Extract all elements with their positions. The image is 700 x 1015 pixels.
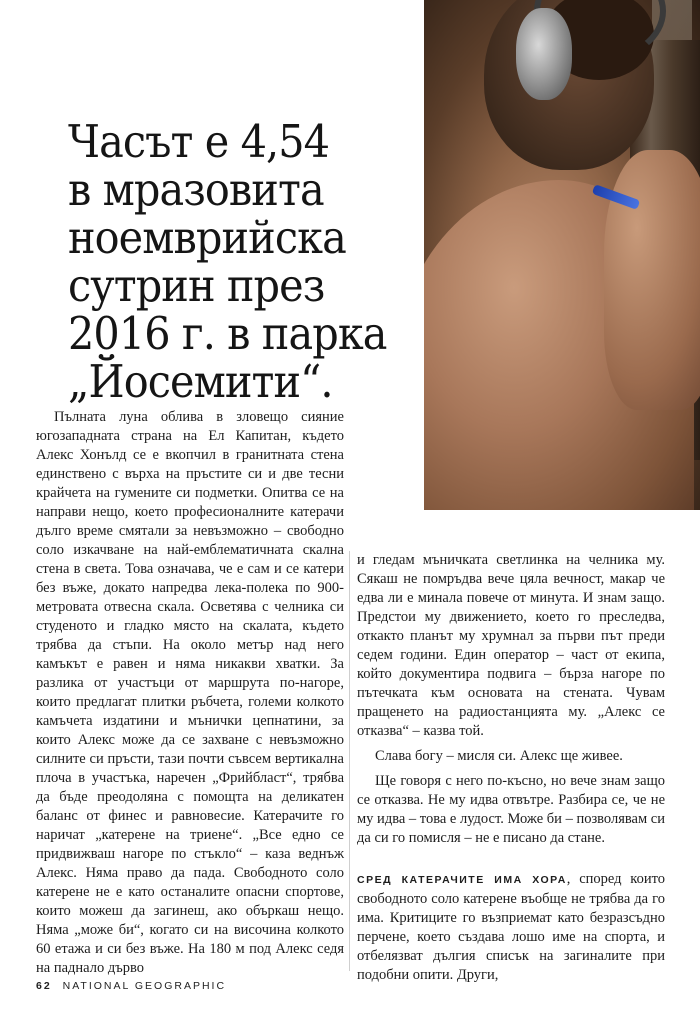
paragraph: Ще говоря с него по-късно, но вече знам защо се отказва. Не му идва отвътре. Разбира се, че не му идва – това е лудост. Може би – позволявам си да си го помисля – не е писано да стане. bbox=[357, 773, 665, 846]
headphone-icon bbox=[516, 8, 572, 100]
arm bbox=[604, 150, 700, 410]
article-headline: Часът е 4,54 в мразовита ноемврийска сутрин през 2016 г. в парка „Йосемити“. bbox=[68, 115, 387, 408]
column-divider bbox=[349, 551, 350, 971]
section-text: , според които свободното соло катерене въобще не трябва да го има. Критиците го възприемат като безразсъдно перчене, което създава лошо име на спорта, и отбелязват дългия списък на загиналите при подобни опити. Други, bbox=[357, 871, 665, 983]
paragraph: Пълната луна облива в зловещо сияние югозападната страна на Ел Капитан, където Алекс Хонълд се е вкопчил в гранитната стена единствено с върха на пръстите си и две тесни крайчета на гумените си подметки. Опитва се на направи нещо, което професионалните катерачи дълго време смятали за невъзможно – свободно соло изкачване на най-емблематичната скална стена в света. Това означава, че е сам и се катери без въже, докато напредва лека-полека по 900-метровата отвесна скала. Осветява с челника си студеното и гладко място на скалата, където трябва да стъпи. На около метър над него камъкът е равен и няма никакви хватки. За разлика от участъци от маршрута по-нагоре, които предлагат плитки ръбчета, големи колкото камъчета издатини и мънички цепнатини, за които Алекс може да се захване с невъзможно силните си пръсти, тази почти съвсем вертикална плоча в участъка, наречен „Фрийбласт“, трябва да бъде преодоляна с помощта на деликатен баланс от финес и равновесие. Катерачите го наричат „катерене на триене“. „Все едно се придвижваш нагоре по стъкло“ – каза веднъж Алекс. Няма право да пада. Свободното соло катерене не е като останалите опасни спортове, които можеш да загинеш, ако объркаш нещо. Няма „може би“, когато си на височина колкото 60 етажа и си без въже. На 180 м под Алекс седя на паднало дърво bbox=[36, 409, 344, 976]
section-paragraph bbox=[357, 870, 665, 985]
paragraph: и гледам мъничката светлинка на челника му. Сякаш не помръдва вече цяла вечност, макар че едва ли е минала повече от минута. И знам защо. Предстои му движението, което го преследва, откакто планът му хрумнал за първи път преди седем години. Един оператор – част от екипа, който документира подвига – бърза нагоре по пътечката към основата на стената. Чувам пращенето на радиостанцията му. „Алекс се отказва“ – казва той. bbox=[357, 552, 665, 739]
page-footer bbox=[36, 980, 226, 992]
body-column-right bbox=[357, 551, 665, 985]
section-lead-in: СРЕД КАТЕРАЧИТЕ ИМА ХОРА bbox=[357, 874, 567, 886]
page-number: 62 bbox=[36, 980, 52, 992]
body-column-left bbox=[36, 408, 344, 978]
photo-climber-brushing-teeth bbox=[424, 0, 700, 510]
publication-name: NATIONAL GEOGRAPHIC bbox=[62, 980, 227, 992]
paragraph: Слава богу – мисля си. Алекс ще живее. bbox=[375, 748, 623, 764]
